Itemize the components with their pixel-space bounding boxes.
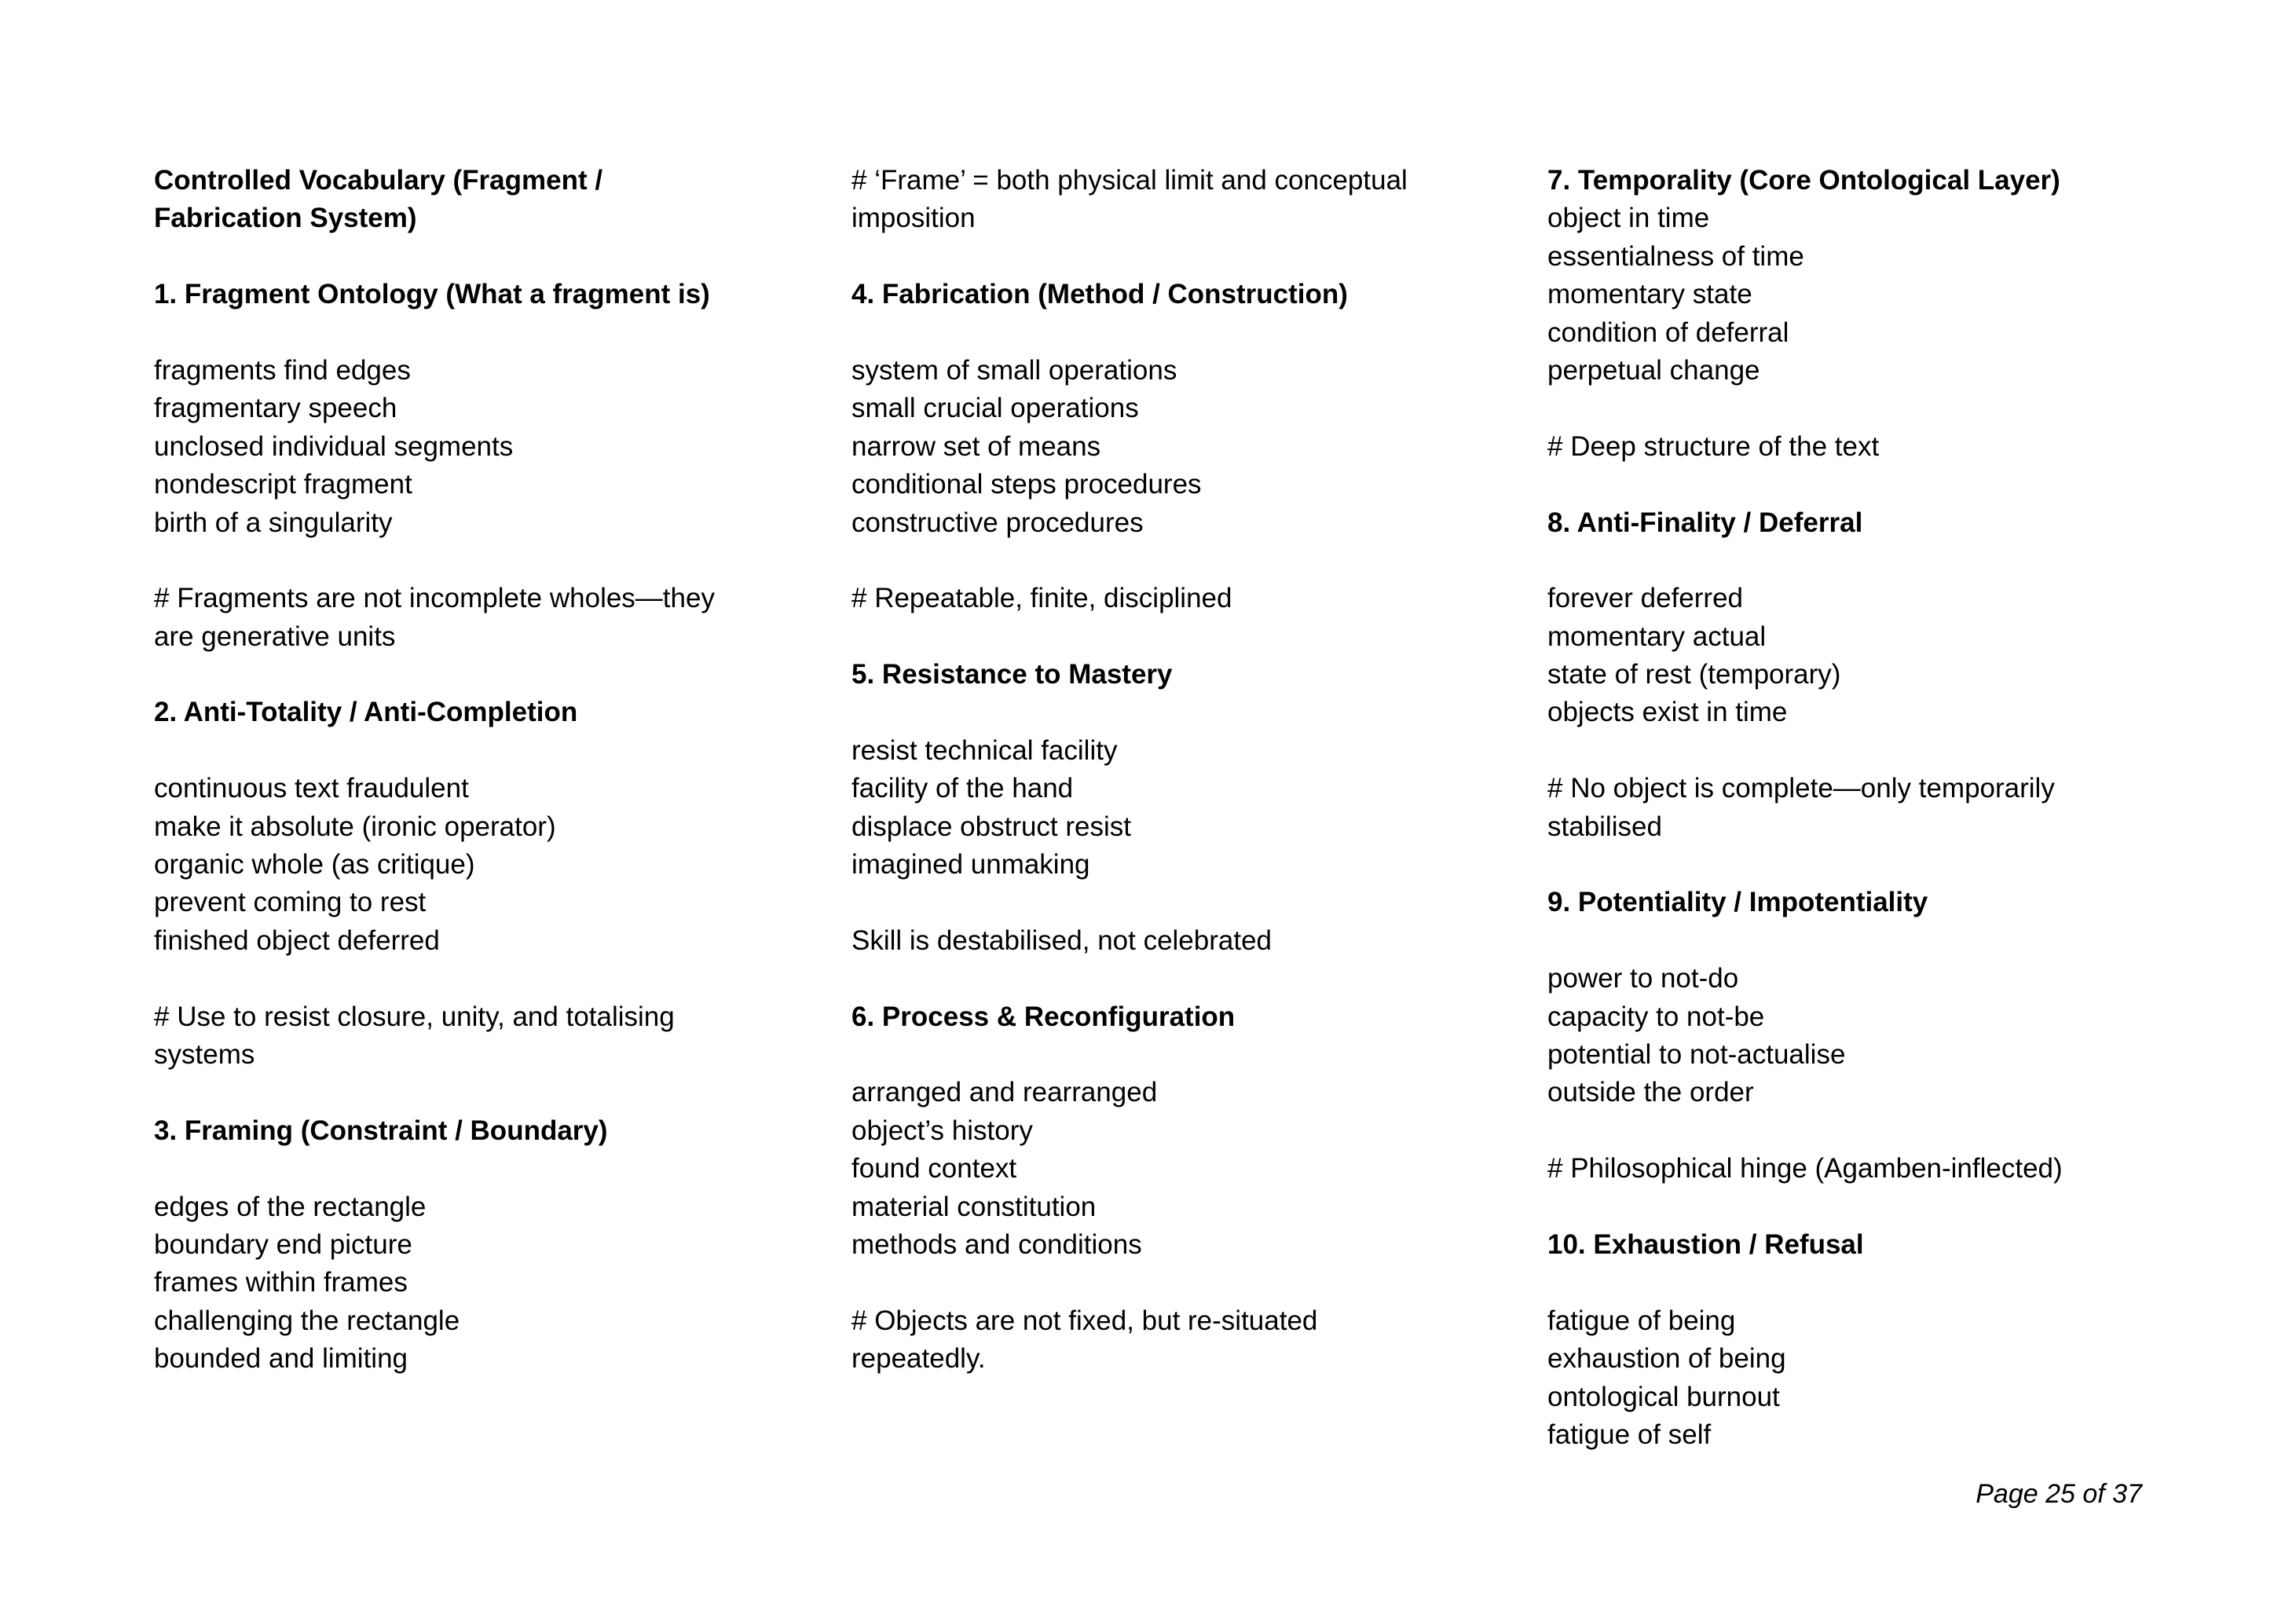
text-line: perpetual change bbox=[1547, 354, 1760, 386]
text-column-middle bbox=[851, 162, 1496, 1379]
text-line: system of small operations bbox=[851, 354, 1177, 386]
heading-line: Fabrication System) bbox=[154, 203, 417, 234]
text-line: displace obstruct resist bbox=[851, 811, 1131, 842]
text-column-left bbox=[154, 162, 798, 1379]
blank-line bbox=[1547, 542, 2192, 580]
blank-line bbox=[1547, 732, 2192, 770]
blank-line bbox=[851, 694, 1496, 731]
heading-line: 2. Anti-Totality / Anti-Completion bbox=[154, 697, 578, 728]
text-line: methods and conditions bbox=[851, 1228, 1142, 1260]
heading-line: 10. Exhaustion / Refusal bbox=[1547, 1228, 1864, 1260]
text-line: finished object deferred bbox=[154, 925, 440, 956]
blank-line bbox=[851, 238, 1496, 276]
text-line: forever deferred bbox=[1547, 583, 1744, 614]
text-line: # Objects are not fixed, but re-situated bbox=[851, 1305, 1318, 1336]
blank-line bbox=[1547, 1112, 2192, 1150]
text-line: birth of a singularity bbox=[154, 507, 393, 538]
text-line: fatigue of self bbox=[1547, 1419, 1712, 1450]
text-line: # Philosophical hinge (Agamben-inflected) bbox=[1547, 1153, 2063, 1184]
text-line: edges of the rectangle bbox=[154, 1191, 427, 1222]
heading-line: 4. Fabrication (Method / Construction) bbox=[851, 279, 1348, 310]
text-line: # Repeatable, finite, disciplined bbox=[851, 583, 1232, 614]
heading-line: 6. Process & Reconfiguration bbox=[851, 1001, 1236, 1032]
blank-line bbox=[1547, 846, 2192, 884]
text-line: object in time bbox=[1547, 203, 1710, 234]
blank-line bbox=[1547, 466, 2192, 503]
heading-line: 5. Resistance to Mastery bbox=[851, 659, 1173, 690]
text-line: repeatedly. bbox=[851, 1343, 986, 1375]
text-line: condition of deferral bbox=[1547, 317, 1789, 348]
text-column-right bbox=[1547, 162, 2192, 1454]
text-line: frames within frames bbox=[154, 1267, 408, 1298]
text-line: continuous text fraudulent bbox=[154, 773, 469, 804]
blank-line bbox=[154, 656, 798, 694]
text-line: # Use to resist closure, unity, and totalising bbox=[154, 1001, 675, 1032]
text-line: small crucial operations bbox=[851, 393, 1139, 424]
text-line: fragmentary speech bbox=[154, 393, 397, 424]
text-line: arranged and rearranged bbox=[851, 1077, 1158, 1108]
text-line: conditional steps procedures bbox=[851, 469, 1202, 500]
text-line: imagined unmaking bbox=[851, 849, 1090, 881]
text-line: facility of the hand bbox=[851, 773, 1074, 804]
text-line: power to not-do bbox=[1547, 963, 1739, 994]
blank-line bbox=[851, 1264, 1496, 1302]
text-line: # Fragments are not incomplete wholes—they bbox=[154, 583, 715, 614]
text-line: capacity to not-be bbox=[1547, 1001, 1765, 1032]
blank-line bbox=[154, 314, 798, 352]
blank-line bbox=[154, 1150, 798, 1188]
blank-line bbox=[851, 618, 1496, 656]
blank-line bbox=[1547, 390, 2192, 427]
heading-line: Controlled Vocabulary (Fragment / bbox=[154, 165, 603, 196]
text-line: material constitution bbox=[851, 1191, 1097, 1222]
heading-line: 1. Fragment Ontology (What a fragment is) bbox=[154, 279, 710, 310]
text-line: momentary actual bbox=[1547, 621, 1767, 652]
text-line: fragments find edges bbox=[154, 354, 411, 386]
page-number: Page 25 of 37 bbox=[1976, 1479, 2142, 1509]
text-line: bounded and limiting bbox=[154, 1343, 408, 1375]
blank-line bbox=[1547, 1188, 2192, 1226]
text-line: imposition bbox=[851, 203, 976, 234]
text-line: # ‘Frame’ = both physical limit and conceptual bbox=[851, 165, 1408, 196]
text-line: outside the order bbox=[1547, 1077, 1754, 1108]
text-line: essentialness of time bbox=[1547, 240, 1804, 272]
text-line: narrow set of means bbox=[851, 430, 1101, 462]
blank-line bbox=[851, 314, 1496, 352]
text-line: # No object is complete—only temporarily bbox=[1547, 773, 2055, 804]
blank-line bbox=[851, 1036, 1496, 1074]
text-line: momentary state bbox=[1547, 279, 1752, 310]
heading-line: 7. Temporality (Core Ontological Layer) bbox=[1547, 165, 2060, 196]
text-line: stabilised bbox=[1547, 811, 1662, 842]
blank-line bbox=[1547, 1264, 2192, 1302]
text-line: nondescript fragment bbox=[154, 469, 412, 500]
text-line: objects exist in time bbox=[1547, 697, 1788, 728]
blank-line bbox=[851, 884, 1496, 921]
heading-line: 3. Framing (Constraint / Boundary) bbox=[154, 1115, 608, 1146]
blank-line bbox=[1547, 922, 2192, 960]
text-line: systems bbox=[154, 1038, 255, 1070]
text-line: challenging the rectangle bbox=[154, 1305, 460, 1336]
blank-line bbox=[851, 960, 1496, 998]
text-line: Skill is destabilised, not celebrated bbox=[851, 925, 1273, 956]
text-line: fatigue of being bbox=[1547, 1305, 1736, 1336]
text-line: found context bbox=[851, 1153, 1017, 1184]
text-line: potential to not-actualise bbox=[1547, 1038, 1846, 1070]
text-line: organic whole (as critique) bbox=[154, 849, 475, 881]
blank-line bbox=[154, 732, 798, 770]
blank-line bbox=[154, 542, 798, 580]
heading-line: 8. Anti-Finality / Deferral bbox=[1547, 507, 1863, 538]
text-line: constructive procedures bbox=[851, 507, 1144, 538]
text-line: boundary end picture bbox=[154, 1228, 412, 1260]
text-line: exhaustion of being bbox=[1547, 1343, 1786, 1375]
blank-line bbox=[154, 960, 798, 998]
text-line: ontological burnout bbox=[1547, 1381, 1780, 1412]
text-line: unclosed individual segments bbox=[154, 430, 514, 462]
text-line: are generative units bbox=[154, 621, 396, 652]
text-line: state of rest (temporary) bbox=[1547, 659, 1841, 690]
blank-line bbox=[851, 542, 1496, 580]
heading-line: 9. Potentiality / Impotentiality bbox=[1547, 887, 1928, 918]
text-line: make it absolute (ironic operator) bbox=[154, 811, 556, 842]
blank-line bbox=[154, 238, 798, 276]
text-line: object’s history bbox=[851, 1115, 1033, 1146]
blank-line bbox=[154, 1074, 798, 1111]
text-line: prevent coming to rest bbox=[154, 887, 427, 918]
text-line: # Deep structure of the text bbox=[1547, 430, 1880, 462]
text-line: resist technical facility bbox=[851, 734, 1118, 766]
